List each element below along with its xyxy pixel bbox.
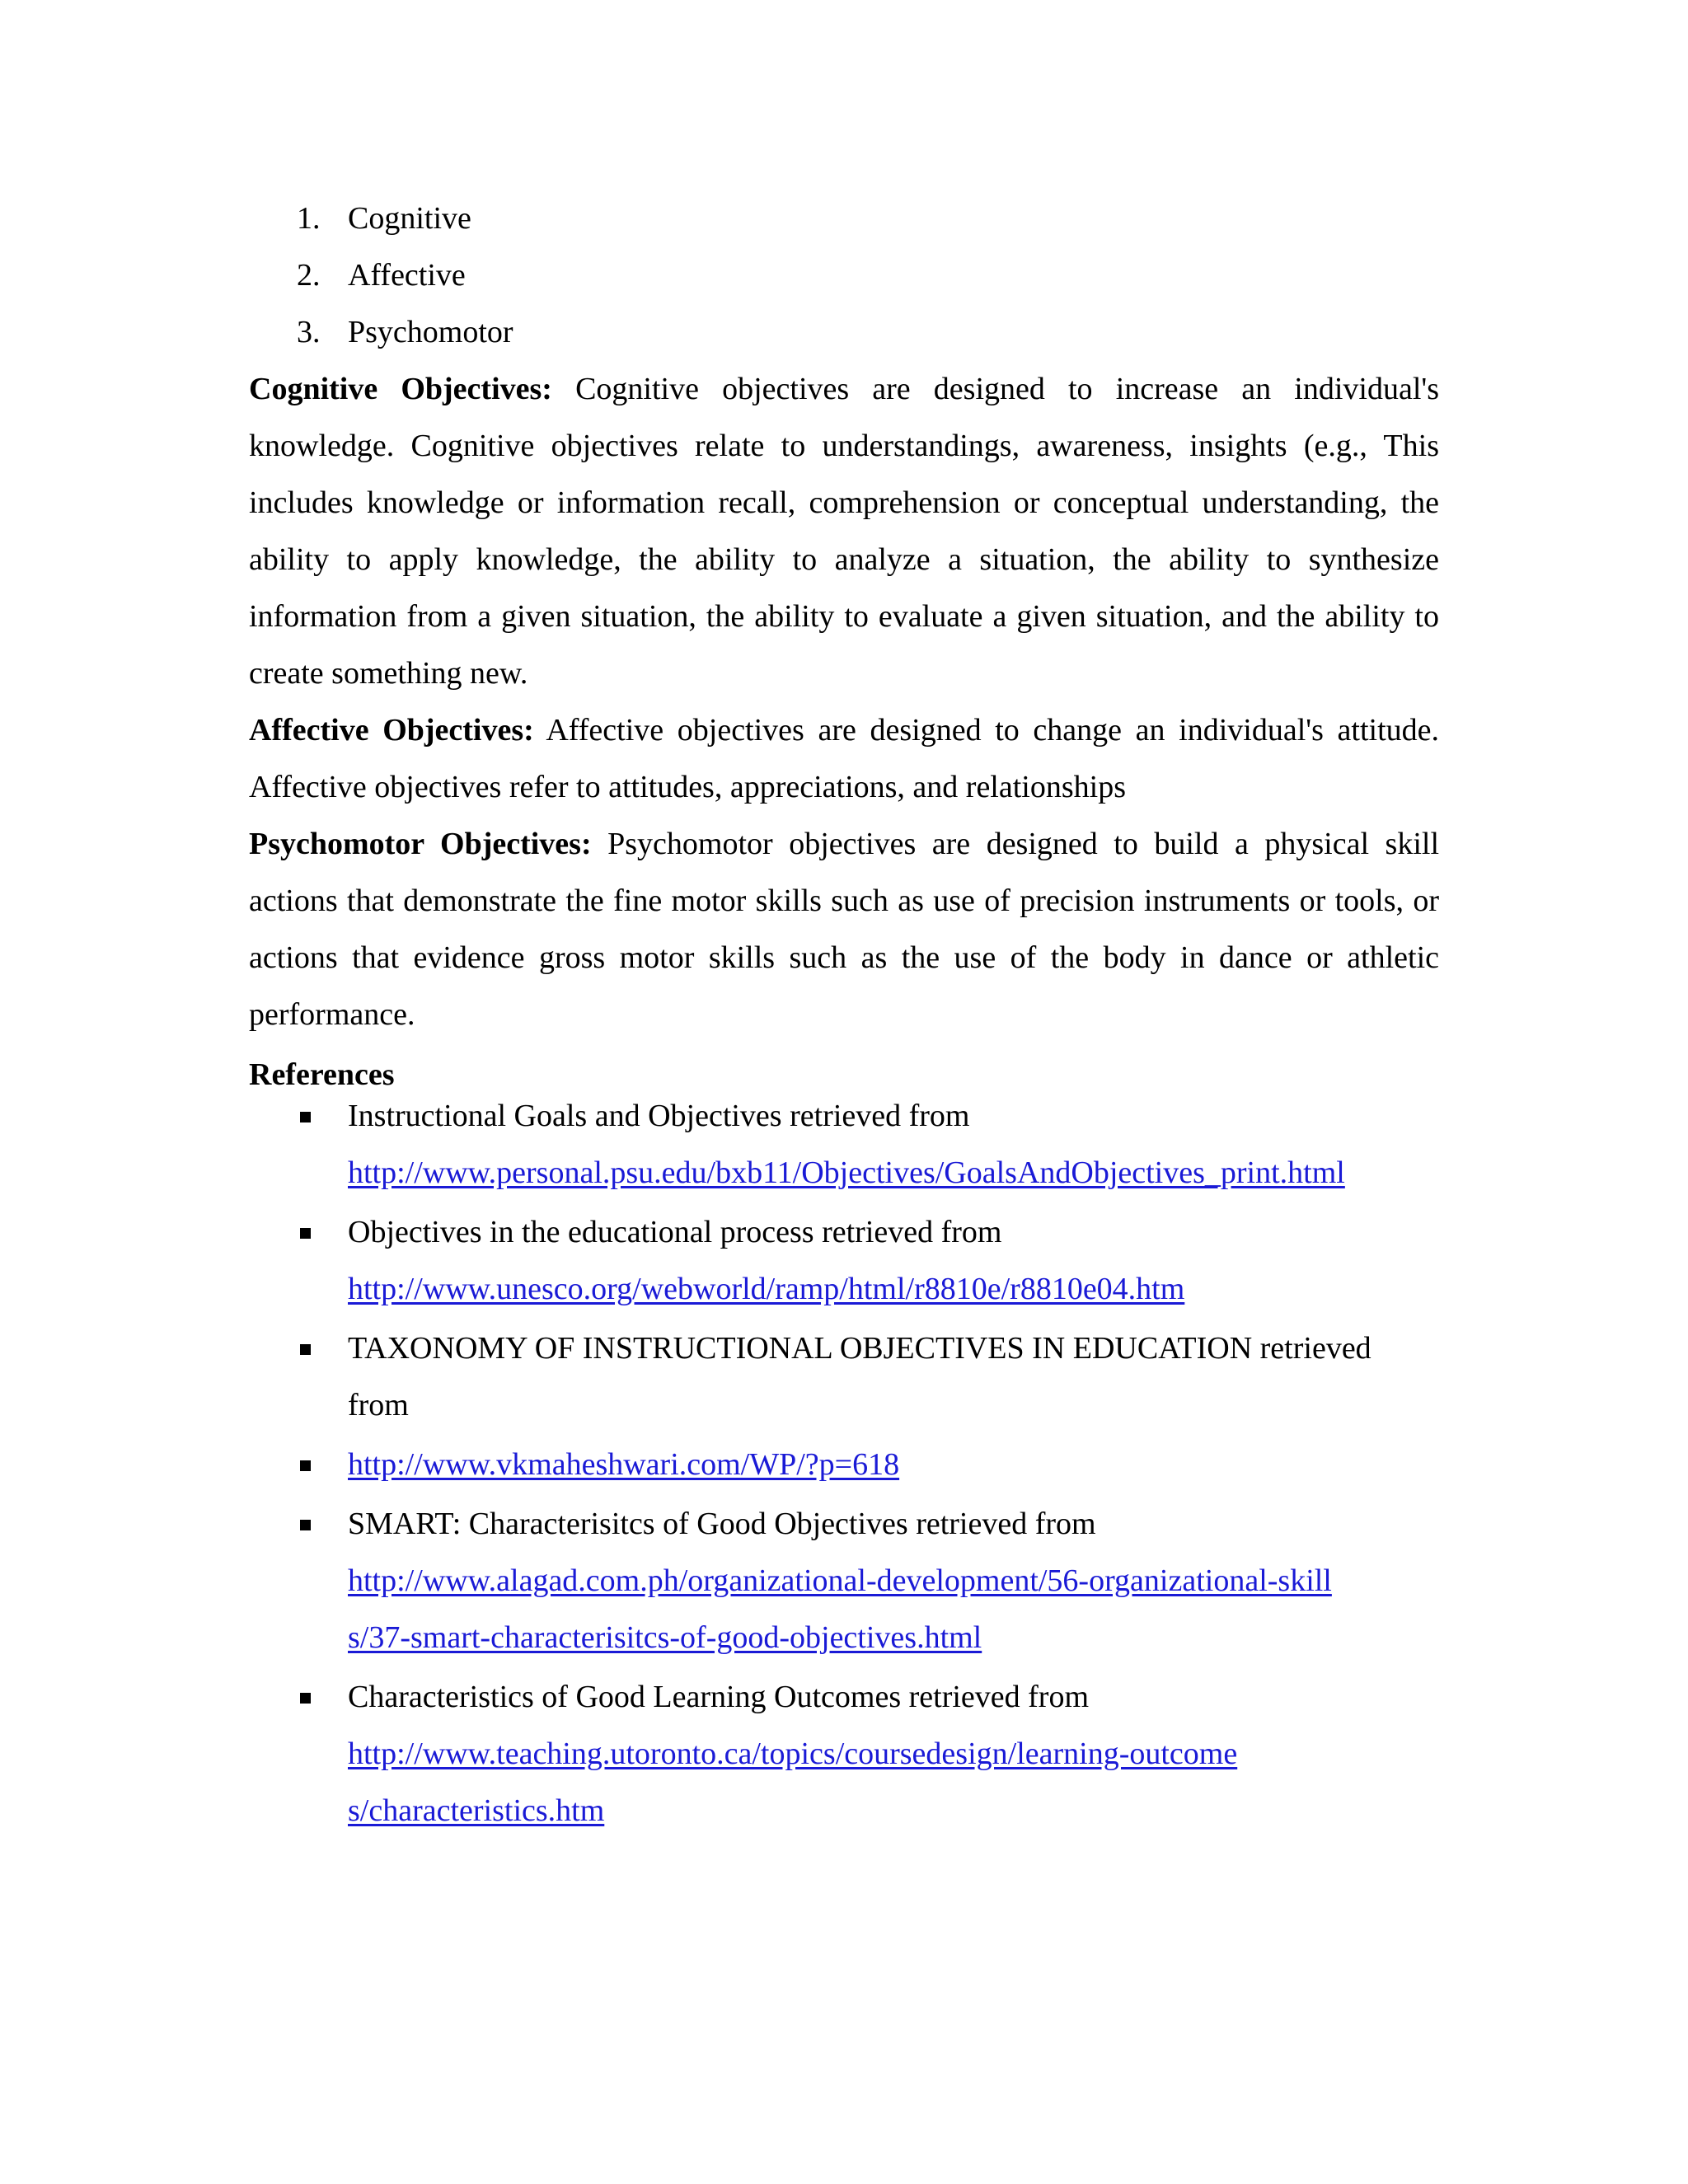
affective-body: Affective objectives are designed to change an individual's attitude. Affective objectives refer to attitudes, appreciations, and relationships [249, 713, 1439, 804]
square-bullet-icon [300, 1228, 311, 1239]
reference-text: Instructional Goals and Objectives retrieved from [348, 1099, 970, 1133]
psychomotor-heading: Psychomotor Objectives: [249, 827, 592, 861]
list-item-label: Affective [348, 258, 466, 293]
reference-item [249, 1496, 1439, 1666]
reference-link[interactable]: http://www.teaching.utoronto.ca/topics/coursedesign/learning-outcomes/characteristics.htm [348, 1736, 1238, 1828]
reference-item [249, 1088, 1439, 1202]
square-bullet-icon [300, 1520, 311, 1530]
list-item-label: Psychomotor [348, 315, 513, 349]
reference-text: SMART: Characterisitcs of Good Objectives retrieved from [348, 1507, 1096, 1541]
reference-item [249, 1669, 1439, 1840]
reference-text: Objectives in the educational process retrieved from [348, 1215, 1002, 1249]
reference-text: Characteristics of Good Learning Outcomes retrieved from [348, 1680, 1090, 1714]
list-number: 1. [297, 201, 321, 236]
list-item [249, 304, 1439, 361]
reference-link[interactable]: http://www.personal.psu.edu/bxb11/Objectives/GoalsAndObjectives_print.html [348, 1155, 1345, 1190]
list-number: 2. [297, 258, 321, 293]
reference-link[interactable]: http://www.unesco.org/webworld/ramp/html/r8810e/r8810e04.htm [348, 1272, 1185, 1306]
list-item-label: Cognitive [348, 201, 471, 236]
reference-text: TAXONOMY OF INSTRUCTIONAL OBJECTIVES IN EDUCATION retrieved from [348, 1331, 1372, 1422]
square-bullet-icon [300, 1112, 311, 1122]
square-bullet-icon [300, 1693, 311, 1704]
reference-item [249, 1204, 1439, 1318]
references-heading: References [249, 1057, 395, 1092]
list-item [249, 190, 1439, 247]
affective-heading: Affective Objectives: [249, 713, 534, 748]
affective-paragraph [249, 702, 1439, 816]
references-list [249, 1088, 1439, 1842]
psychomotor-body: Psychomotor objectives are designed to build a physical skill actions that demonstrate the fine motor skills such as use of precision instruments or tools, or actions that evidence gross motor skills such as the use of the body in dance or athletic performance. [249, 827, 1439, 1032]
reference-link[interactable]: http://www.vkmaheshwari.com/WP/?p=618 [348, 1447, 900, 1482]
list-item [249, 247, 1439, 304]
psychomotor-paragraph [249, 816, 1439, 1043]
domains-numbered-list [249, 190, 1439, 361]
cognitive-body: Cognitive objectives are designed to increase an individual's knowledge. Cognitive objectives relate to understandings, awareness, insights (e.g., This includes knowledge or information recall, comprehension or conceptual understanding, the ability to apply knowledge, the ability to analyze a situation, the ability to synthesize information from a given situation, the ability to evaluate a given situation, and the ability to create something new. [249, 372, 1440, 691]
list-number: 3. [297, 315, 321, 349]
square-bullet-icon [300, 1344, 311, 1355]
reference-item [249, 1436, 1439, 1493]
cognitive-paragraph [249, 361, 1439, 702]
cognitive-heading: Cognitive Objectives: [249, 372, 552, 406]
square-bullet-icon [300, 1460, 311, 1471]
reference-item [249, 1320, 1439, 1434]
reference-link[interactable]: http://www.alagad.com.ph/organizational-development/56-organizational-skills/37-smart-characterisitcs-of-good-objectives.html [348, 1563, 1332, 1655]
